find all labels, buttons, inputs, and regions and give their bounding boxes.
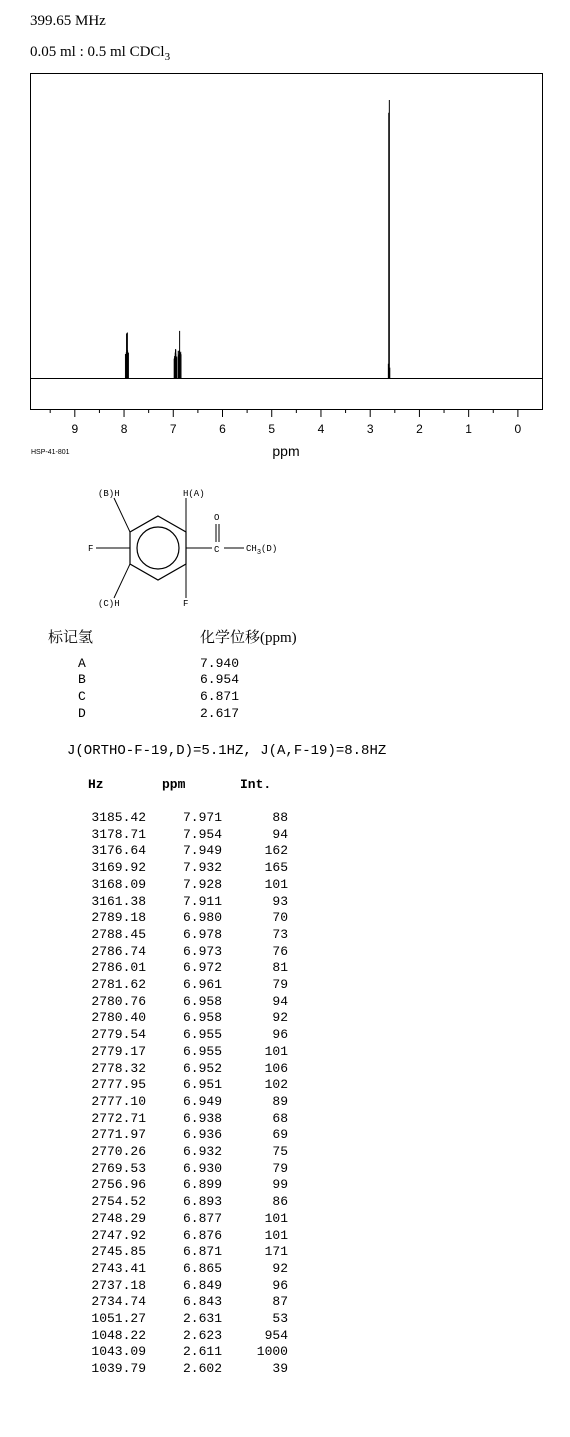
assignment-label: D	[78, 706, 86, 721]
label-ch3	[246, 544, 277, 557]
peak-intensity: 76	[272, 943, 288, 959]
peak-hz: 3176.64	[91, 843, 146, 859]
peak-ppm: 6.865	[182, 1260, 222, 1276]
tick-label: 8	[120, 422, 128, 436]
peak-ppm: 6.972	[182, 960, 222, 976]
peak-intensity: 94	[272, 826, 288, 842]
peak-hz: 2734.74	[91, 1294, 146, 1310]
peak-ppm: 6.949	[182, 1093, 222, 1109]
peak-intensity: 101	[264, 1210, 288, 1226]
peak-intensity: 92	[272, 1260, 288, 1276]
peak-intensity: 162	[264, 843, 288, 859]
peak-ppm: 2.623	[182, 1327, 222, 1343]
assignment-label: C	[78, 689, 86, 704]
assignment-shift: 6.871	[200, 689, 240, 704]
label-f-bottom: F	[183, 599, 189, 609]
peak-hz: 3169.92	[91, 860, 146, 876]
peak-hz: 2777.95	[91, 1077, 146, 1093]
peak-intensity: 81	[272, 960, 288, 976]
peak-ppm: 7.949	[182, 843, 222, 859]
assignment-label: B	[78, 672, 86, 687]
peak-intensity: 101	[264, 876, 288, 892]
peak-hz: 1039.79	[91, 1361, 146, 1377]
peak-hz: 2756.96	[91, 1177, 146, 1193]
peak-hz: 2745.85	[91, 1244, 146, 1260]
peak-ppm: 7.932	[182, 860, 222, 876]
peak-intensity: 165	[264, 860, 288, 876]
aromatic-circle	[137, 527, 179, 569]
peak-hz: 1051.27	[91, 1311, 146, 1326]
peak-intensity: 79	[272, 1160, 288, 1176]
peak-ppm: 2.611	[182, 1344, 222, 1360]
assignment-header-label: 标记氢	[48, 630, 94, 646]
peak-table-header-hz: Hz	[88, 777, 104, 792]
nmr-spectrum-chart	[0, 0, 570, 470]
label-a: H(A)	[183, 489, 205, 499]
peak-intensity: 88	[272, 810, 288, 825]
peak-hz: 1043.09	[91, 1344, 146, 1360]
peak-ppm: 6.952	[182, 1060, 222, 1076]
peak-ppm: 6.849	[182, 1277, 222, 1293]
peak-intensity: 96	[272, 1277, 288, 1293]
peak-ppm: 6.930	[182, 1160, 222, 1176]
peak-intensity: 39	[272, 1361, 288, 1377]
tick-label: 1	[465, 422, 472, 436]
peak-intensity: 954	[264, 1327, 288, 1343]
peak-intensity: 106	[264, 1060, 288, 1076]
peak-intensity: 79	[272, 977, 288, 992]
peak-ppm: 6.955	[182, 1027, 222, 1043]
peak-intensity: 69	[272, 1127, 288, 1143]
peak-hz: 2786.01	[91, 960, 146, 976]
peak-ppm: 6.980	[182, 910, 222, 926]
peak-ppm: 6.961	[182, 977, 222, 992]
peak-ppm: 6.978	[182, 926, 222, 942]
peak-hz: 2788.45	[91, 926, 146, 942]
peak-hz: 2769.53	[91, 1160, 146, 1176]
peak-intensity: 101	[264, 1043, 288, 1059]
peak-hz: 2786.74	[91, 943, 146, 959]
peak-ppm: 6.936	[182, 1127, 222, 1143]
label-o: O	[214, 513, 220, 523]
ch3-sub: 3	[256, 549, 262, 557]
assignment-shift: 7.940	[200, 656, 240, 671]
tick-label: 6	[219, 422, 226, 436]
peak-hz: 3168.09	[91, 876, 146, 892]
peak-intensity: 94	[272, 993, 288, 1009]
peak-hz: 2770.26	[91, 1144, 146, 1159]
peak-hz: 2778.32	[91, 1060, 146, 1076]
peak-hz: 2780.76	[91, 993, 146, 1009]
frequency-label: 399.65 MHz	[30, 13, 106, 29]
tick-label: 9	[71, 422, 79, 436]
peak-hz: 2777.10	[91, 1093, 146, 1109]
peak-ppm: 6.958	[182, 993, 222, 1009]
peak-ppm: 7.954	[182, 826, 222, 842]
peak-intensity: 92	[272, 1010, 288, 1026]
peak-hz: 2737.18	[91, 1277, 146, 1293]
plot-frame	[31, 74, 543, 410]
peak-hz: 2779.54	[91, 1027, 146, 1043]
peak-intensity: 86	[272, 1194, 288, 1210]
peak-intensity: 53	[272, 1311, 288, 1326]
peak-hz: 2781.62	[91, 977, 146, 992]
peak-hz: 2772.71	[91, 1110, 146, 1126]
peak-intensity: 101	[264, 1227, 288, 1243]
tick-label: 5	[268, 422, 276, 436]
peak-hz: 2754.52	[91, 1194, 146, 1210]
sample-subscript: 3	[164, 51, 171, 63]
label-d: (D)	[261, 544, 278, 554]
peak-intensity: 171	[264, 1244, 288, 1260]
axis-ticks	[50, 410, 518, 418]
sample-text: 0.05 ml : 0.5 ml CDCl	[30, 44, 165, 60]
peak-hz: 2748.29	[91, 1210, 146, 1226]
tick-label: 4	[317, 422, 325, 436]
peak-ppm: 2.602	[182, 1361, 222, 1377]
tick-label: 0	[514, 422, 522, 436]
peak-hz: 1048.22	[91, 1327, 146, 1343]
peak-table-header-ppm: ppm	[162, 777, 186, 792]
assignment-header-shift: 化学位移(ppm)	[200, 630, 297, 646]
peak-ppm: 6.876	[182, 1227, 222, 1243]
peak-ppm: 6.877	[182, 1210, 222, 1226]
tick-labels	[71, 422, 521, 436]
tick-label: 2	[416, 422, 423, 436]
label-b: (B)H	[98, 489, 120, 499]
peak-table-header-int: Int.	[240, 777, 272, 792]
peak-intensity: 89	[272, 1093, 288, 1109]
tick-label: 7	[169, 422, 177, 436]
peak-ppm: 7.911	[182, 893, 222, 909]
peak-hz: 3185.42	[91, 810, 146, 825]
x-axis-label: ppm	[272, 443, 300, 459]
label-c: C	[214, 545, 220, 555]
spectrum-code: HSP-41-801	[31, 449, 70, 456]
peak-ppm: 6.958	[182, 1010, 222, 1026]
peak-intensity: 1000	[256, 1344, 288, 1360]
coupling-constants: J(ORTHO-F-19,D)=5.1HZ, J(A,F-19)=8.8HZ	[67, 743, 387, 759]
bond-h-c	[114, 564, 130, 598]
peak-hz: 2779.17	[91, 1043, 146, 1059]
assignment-shift: 2.617	[200, 706, 240, 721]
peak-ppm: 6.871	[182, 1244, 222, 1260]
peak-hz: 3161.38	[91, 893, 146, 909]
tick-label: 3	[366, 422, 374, 436]
peak-hz: 2743.41	[91, 1260, 146, 1276]
peak-ppm: 6.938	[182, 1110, 222, 1126]
peak-hz: 2747.92	[91, 1227, 146, 1243]
bond-h-b	[114, 498, 130, 532]
peak-intensity: 102	[264, 1077, 288, 1093]
peak-ppm: 6.899	[182, 1177, 222, 1193]
peak-ppm: 6.951	[182, 1077, 222, 1093]
peak-intensity: 70	[272, 910, 288, 926]
label-c-h: (C)H	[98, 599, 120, 609]
peak-hz: 2789.18	[91, 910, 146, 926]
peak-intensity: 93	[272, 893, 288, 909]
assignment-shift: 6.954	[200, 672, 240, 687]
benzene-ring	[130, 516, 186, 580]
peak-ppm: 2.631	[182, 1311, 222, 1326]
peak-intensity: 73	[272, 926, 288, 942]
peak-lines	[125, 100, 389, 379]
ch3-text: CH	[246, 544, 257, 554]
peak-hz: 2780.40	[91, 1010, 146, 1026]
peak-intensity: 75	[272, 1144, 288, 1159]
molecule-structure	[0, 470, 570, 620]
peak-ppm: 7.971	[182, 810, 222, 825]
peak-ppm: 6.932	[182, 1144, 222, 1159]
peak-hz: 3178.71	[91, 826, 146, 842]
peak-ppm: 6.973	[182, 943, 222, 959]
label-f-left: F	[88, 544, 94, 554]
assignment-label: A	[78, 656, 86, 671]
peak-ppm: 7.928	[182, 876, 222, 892]
peak-intensity: 68	[272, 1110, 288, 1126]
peak-ppm: 6.955	[182, 1043, 222, 1059]
peak-ppm: 6.843	[182, 1294, 222, 1310]
peak-ppm: 6.893	[182, 1194, 222, 1210]
peak-intensity: 87	[272, 1294, 288, 1310]
peak-hz: 2771.97	[91, 1127, 146, 1143]
peak-intensity: 96	[272, 1027, 288, 1043]
peak-intensity: 99	[272, 1177, 288, 1193]
